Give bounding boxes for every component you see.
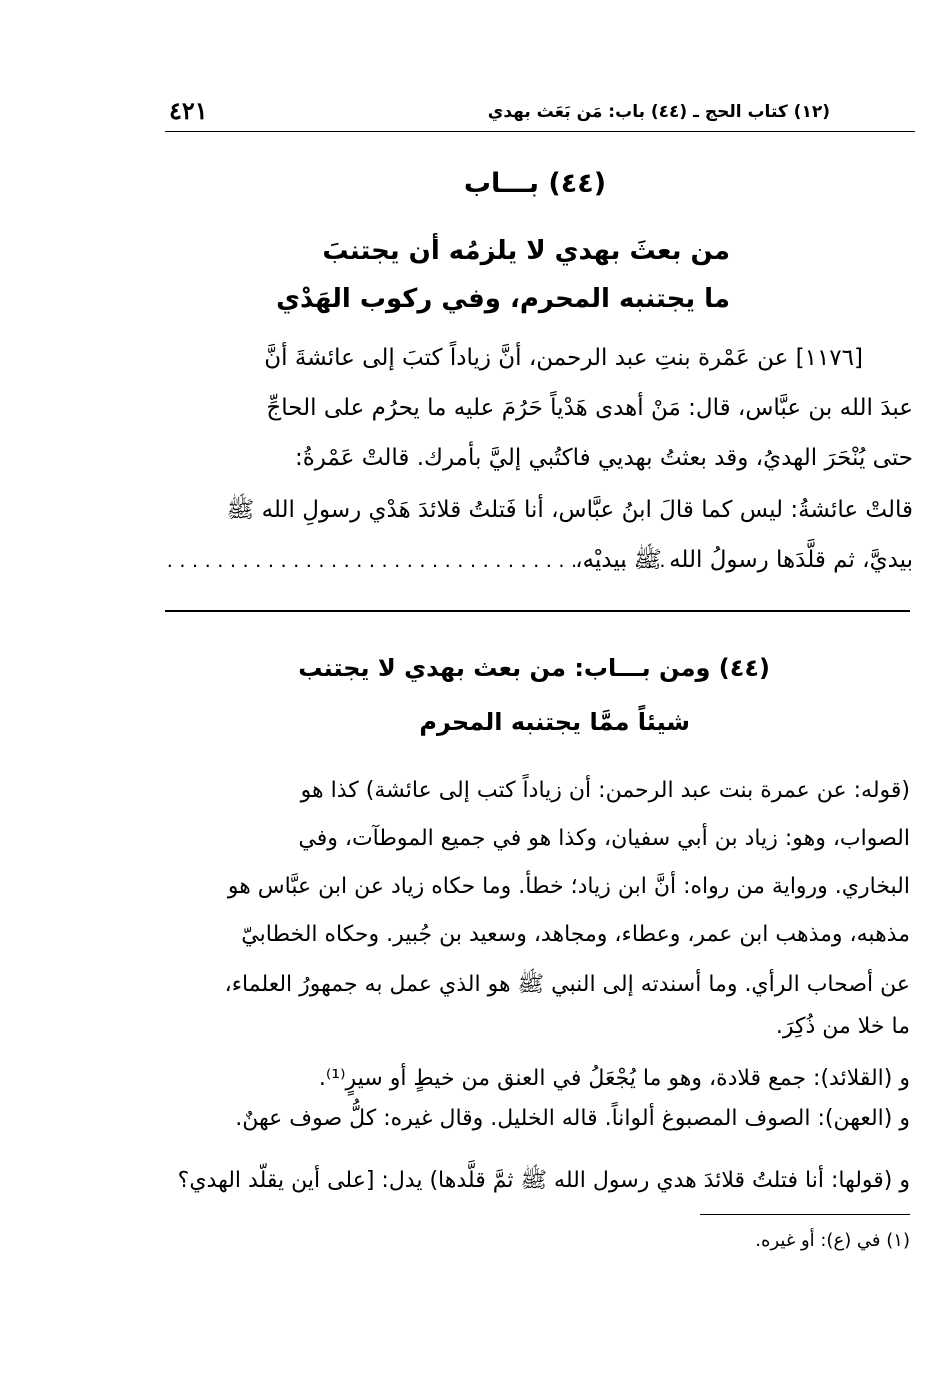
hadith-line: [١١٧٦] عن عَمْرة بنتِ عبد الرحمن، أنَّ زياداً كتبَ إلى عائشةَ أنَّ (264, 345, 863, 371)
commentary-line: مذهبه، ومذهب ابن عمر، وعطاء، ومجاهد، وسعيد بن جُبير. وحكاه الخطابيّ (241, 922, 910, 947)
commentary-line: (قوله: عن عمرة بنت عبد الرحمن: أن زياداً كتب إلى عائشة) كذا هو (300, 778, 910, 803)
running-header (165, 96, 910, 130)
commentary-line: ما خلا من ذُكِرَ. (775, 1014, 910, 1039)
commentary-title-line-1: (٤٤) ومن بـــاب: من بعث بهدي لا يجتنب (298, 654, 770, 682)
commentary-line: عن أصحاب الرأي. وما أسندته إلى النبي ﷺ هو الذي عمل به جمهورُ العلماء، (224, 972, 910, 997)
chapter-heading: (٤٤) بـــاب (463, 168, 607, 199)
footnote-divider (700, 1214, 910, 1215)
hadith-line: عبدَ الله بن عبَّاس، قال: مَنْ أهدى هَدْياً حَرُمَ عليه ما يحرُم على الحاجِّ (266, 395, 913, 421)
continuation-dots: ........................................ (165, 552, 671, 571)
running-header-title: (١٢) كتاب الحج ـ (٤٤) باب: مَن بَعَث بهدي (487, 102, 830, 122)
section-divider (165, 610, 910, 612)
commentary-line: و (القلائد): جمع قلادة، وهو ما يُجْعَلُ في العنق من خيطٍ أو سيرٍ⁽¹⁾. (318, 1066, 910, 1091)
hadith-line: حتى يُنْحَرَ الهديُ، وقد بعثتُ بهديي فاكتُبي إليَّ بأمرك. قالتْ عَمْرةُ: (294, 445, 913, 471)
page-number: ٤٢١ (169, 96, 208, 125)
footnote: (١) في (ع): أو غيره. (755, 1230, 910, 1251)
chapter-title-line-1: من بعثَ بهدي لا يلزمُه أن يجتنبَ (322, 236, 730, 266)
commentary-line: البخاري. ورواية من رواه: أنَّ ابن زياد؛ خطأ. وما حكاه زياد عن ابن عبَّاس هو (227, 874, 910, 899)
header-divider (165, 131, 915, 132)
hadith-line: بيديَّ، ثم قلَّدَها رسولُ الله ﷺ بيديْه، (575, 547, 913, 573)
commentary-line: الصواب، وهو: زياد بن أبي سفيان، وكذا هو في جميع الموطآت، وفي (298, 826, 910, 851)
commentary-line: و (العهن): الصوف المصبوغ ألواناً. قاله الخليل. وقال غيره: كلُّ صوف عهنٌ. (235, 1106, 910, 1131)
commentary-line: و (قولها: أنا فتلتُ قلائدَ هدي رسول الله ﷺ ثمَّ قلَّدها) يدل: [على أين يقلّد الهدي؟ (177, 1168, 910, 1193)
hadith-line: قالتْ عائشةُ: ليس كما قالَ ابنُ عبَّاس، أنا فَتلتُ قلائدَ هَدْي رسولِ الله ﷺ (226, 497, 913, 523)
commentary-title-line-2: شيئاً ممَّا يجتنبه المحرم (419, 708, 690, 736)
chapter-title-line-2: ما يجتنبه المحرم، وفي ركوب الهَدْي (276, 284, 730, 314)
